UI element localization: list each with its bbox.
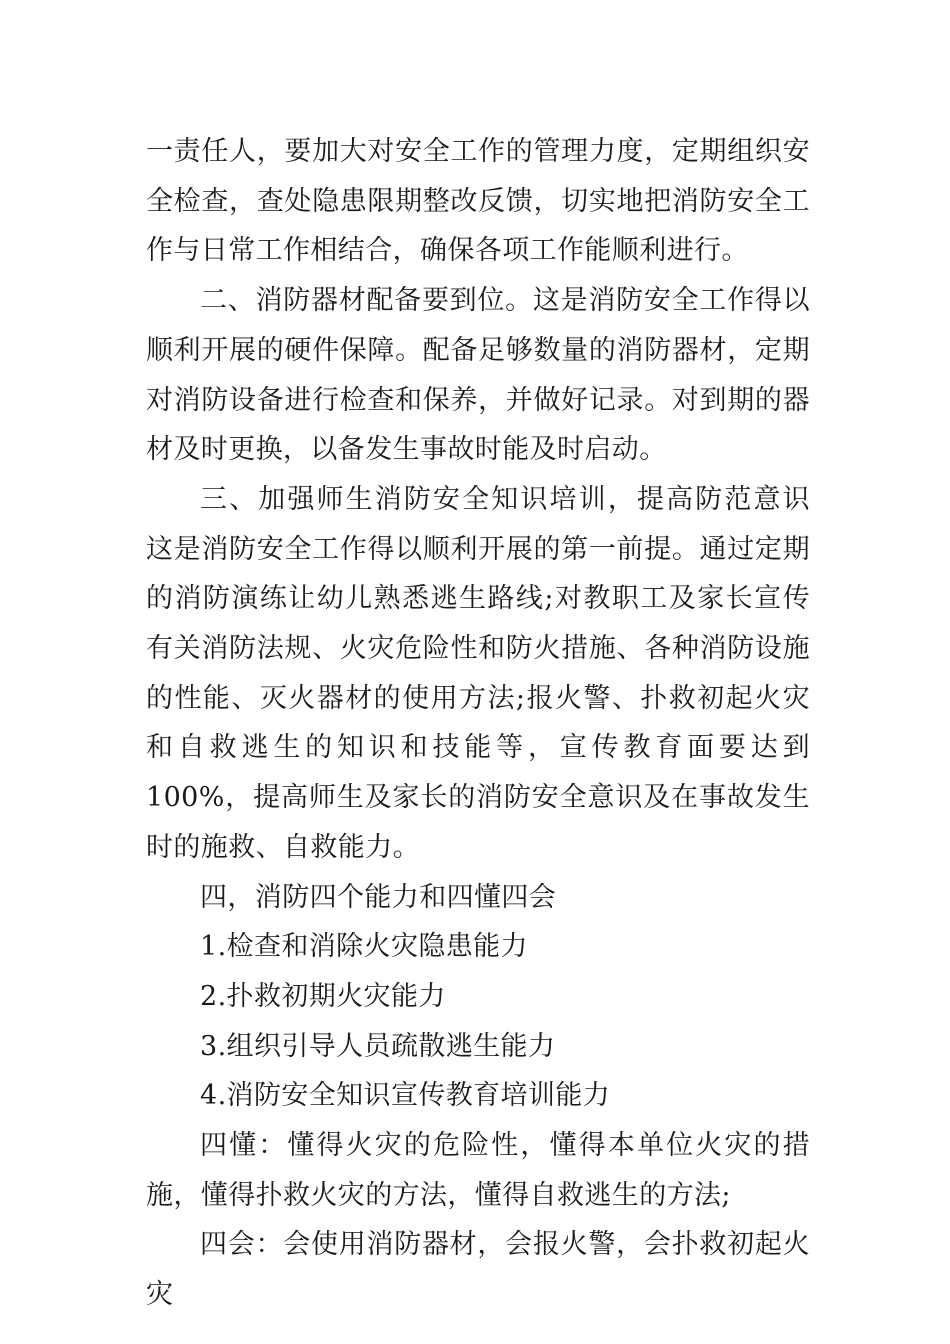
list-item-ability-4: 4.消防安全知识宣传教育培训能力	[200, 1080, 611, 1112]
list-item-ability-2: 2.扑救初期火灾能力	[200, 980, 446, 1012]
paragraph-fire-equipment: 二、消防器材配备要到位。这是消防安全工作得以顺利开展的硬件保障。配备足够数量的消防器材，定期对消防设备进行检查和保养，并做好记录。对到期的器材及时更换，以备发生事故时能及时启动。	[146, 285, 810, 466]
paragraph-responsibility: 一责任人，要加大对安全工作的管理力度，定期组织安全检查，查处隐患限期整改反馈，切实地把消防安全工作与日常工作相结合，确保各项工作能顺利进行。	[146, 136, 810, 267]
list-item-ability-1: 1.检查和消除火灾隐患能力	[200, 931, 528, 963]
paragraph-safety-training: 三、加强师生消防安全知识培训，提高防范意识 这是消防安全工作得以顺利开展的第一前提。通过定期的消防演练让幼儿熟悉逃生路线;对教职工及家长宣传有关消防法规、火灾危险性和防火措施、各种消防设施的性能、灭火器材的使用方法;报火警、扑救初起火灾和自救逃生的知识和技能等，宣传教育面要达到100%，提高师生及家长的消防安全意识及在事故发生时的施救、自救能力。	[146, 483, 810, 863]
document-body	[146, 127, 810, 1320]
list-item-ability-3: 3.组织引导人员疏散逃生能力	[200, 1030, 556, 1062]
paragraph-four-understand: 四懂：懂得火灾的危险性，懂得本单位火灾的措施，懂得扑救火灾的方法，懂得自救逃生的方法;	[146, 1130, 810, 1211]
paragraph-four-can: 四会：会使用消防器材，会报火警，会扑救初起火灾	[146, 1229, 810, 1311]
heading-four-abilities: 四，消防四个能力和四懂四会	[200, 881, 557, 913]
